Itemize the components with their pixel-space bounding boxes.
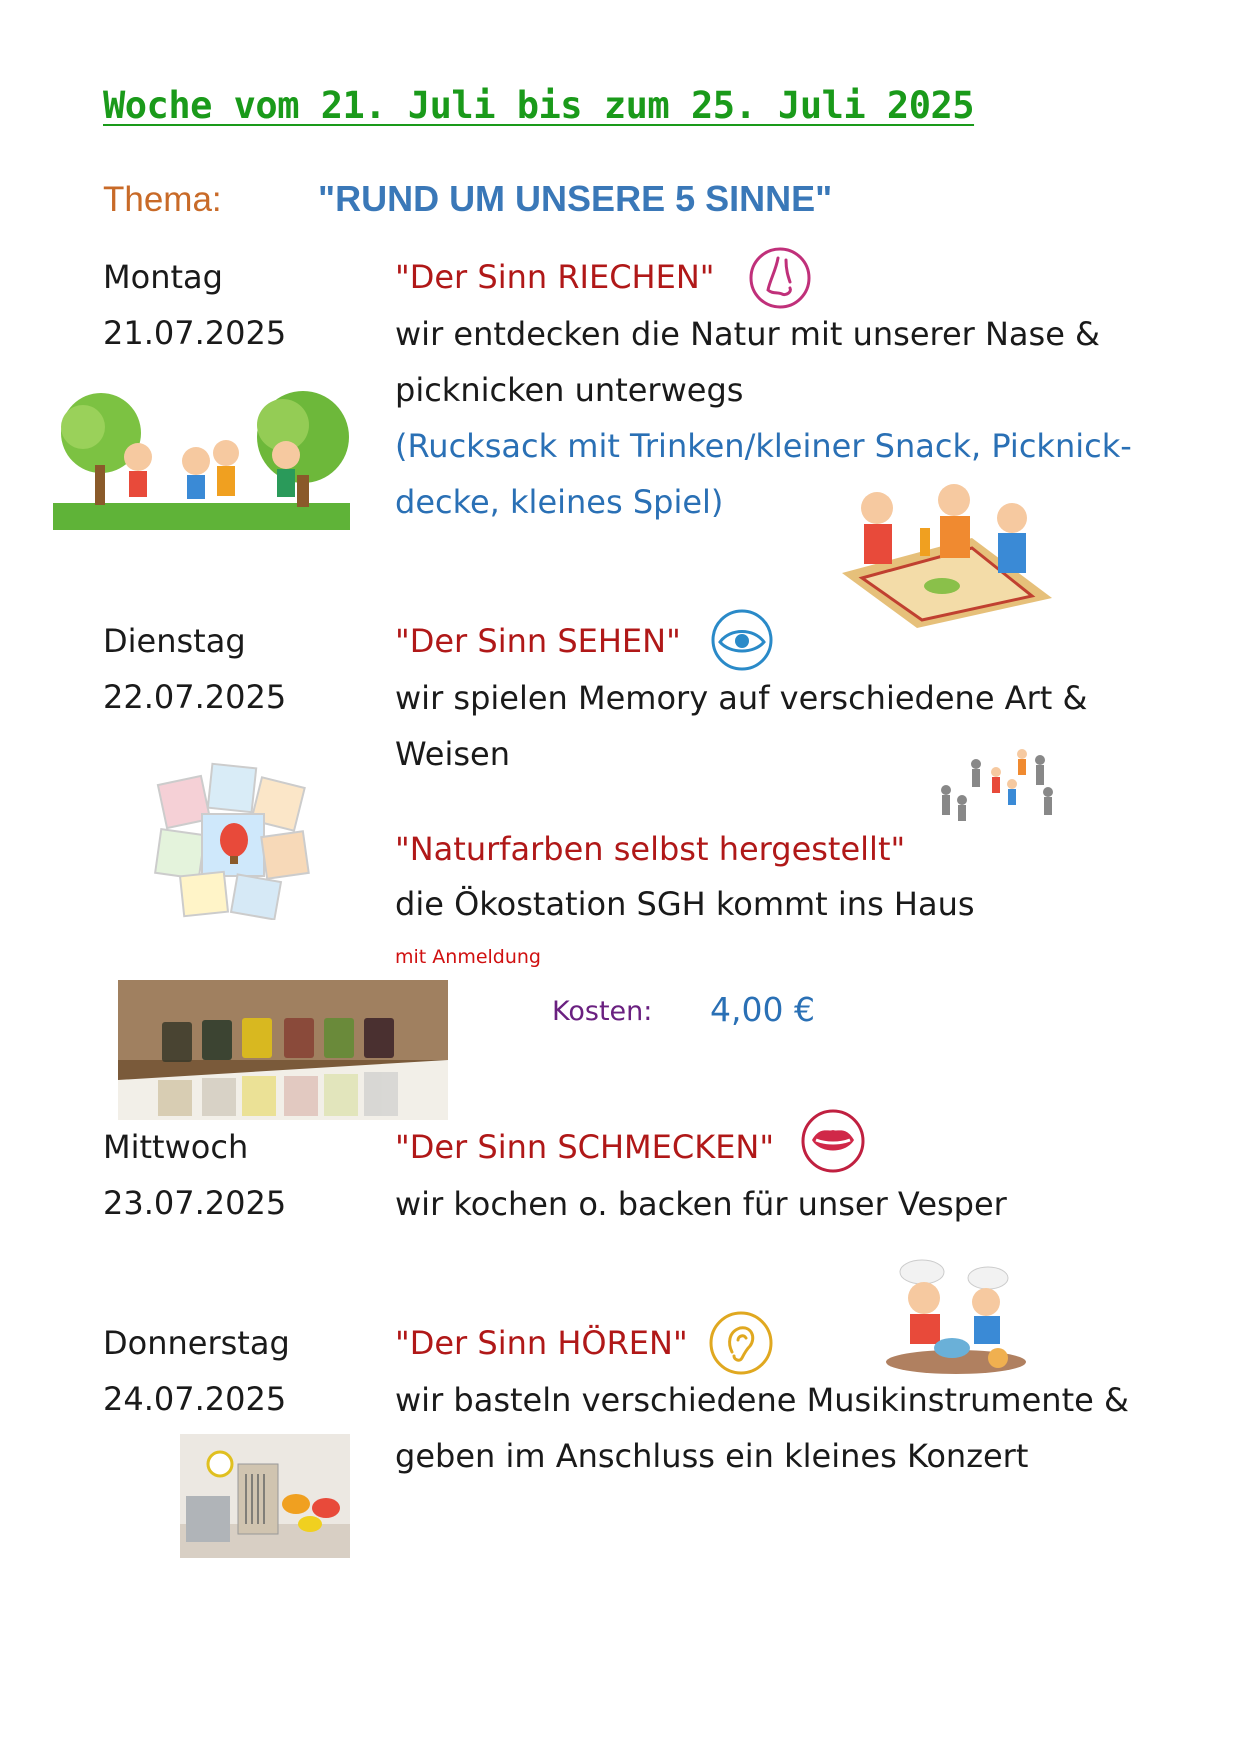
desc-line: wir entdecken die Natur mit unserer Nase & [395,315,1100,353]
date-wednesday: 23.07.2025 [103,1184,287,1222]
note-line: (Rucksack mit Trinken/kleiner Snack, Picknick- [395,427,1132,465]
note-line: decke, kleines Spiel) [395,483,724,521]
ear-icon [708,1310,774,1376]
cost-label: Kosten: [552,996,653,1027]
extra-title: "Naturfarben selbst hergestellt" [395,830,906,868]
day-tuesday: Dienstag [103,622,246,660]
natural-colors-photo [118,980,448,1120]
desc-line: wir spielen Memory auf verschiedene Art & [395,679,1088,717]
desc-line: wir basteln verschiedene Musikinstrumente & [395,1381,1129,1419]
cooking-kids-illustration [882,1258,1028,1378]
registration-note: mit Anmeldung [395,946,541,968]
desc-line: picknicken unterwegs [395,371,744,409]
week-title: Woche vom 21. Juli bis zum 25. Juli 2025 [103,84,975,127]
lips-icon [800,1108,866,1174]
desc-wednesday [395,1176,1155,1232]
sense-schmecken: "Der Sinn SCHMECKEN" [395,1128,775,1166]
eye-icon [710,608,774,672]
sense-riechen: "Der Sinn RIECHEN" [395,258,715,296]
theme-label: Thema: [103,180,222,219]
date-tuesday: 22.07.2025 [103,678,287,716]
nose-icon [748,246,812,310]
desc-line: wir kochen o. backen für unser Vesper [395,1185,1007,1223]
desc-line: geben im Anschluss ein kleines Konzert [395,1437,1029,1475]
children-playing-illustration [936,742,1060,824]
sense-sehen: "Der Sinn SEHEN" [395,622,681,660]
desc-line: Weisen [395,735,510,773]
memory-cards-illustration [152,760,312,920]
hiking-kids-illustration [53,385,350,530]
date-monday: 21.07.2025 [103,314,287,352]
desc-thursday [395,1372,1155,1484]
theme-value: "RUND UM UNSERE 5 SINNE" [318,178,833,219]
picnic-illustration [822,478,1056,628]
sense-hoeren: "Der Sinn HÖREN" [395,1324,688,1362]
day-wednesday: Mittwoch [103,1128,249,1166]
cost-value: 4,00 € [710,990,815,1029]
extra-desc: die Ökostation SGH kommt ins Haus [395,885,975,923]
music-instruments-photo [180,1434,350,1558]
day-monday: Montag [103,258,223,296]
date-thursday: 24.07.2025 [103,1380,287,1418]
day-thursday: Donnerstag [103,1324,290,1362]
